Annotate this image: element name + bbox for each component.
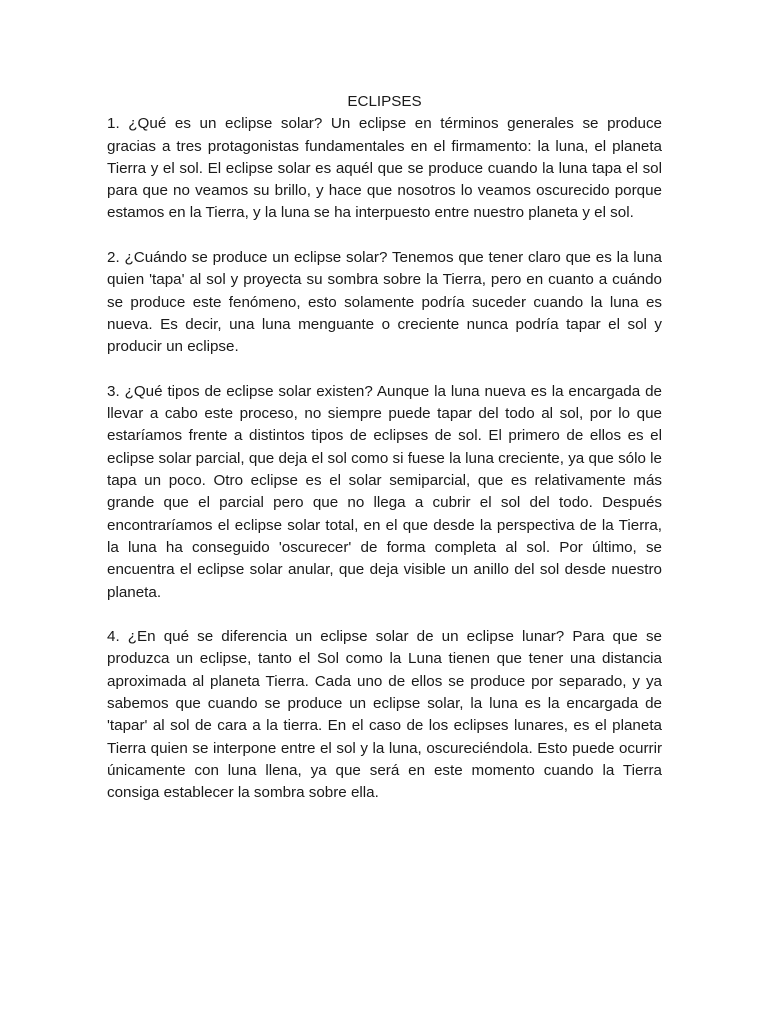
paragraph-4: 4. ¿En qué se diferencia un eclipse solar de un eclipse lunar? Para que se produzca un eclipse, tanto el Sol como la Luna tienen que tener una distancia aproximada al planeta Tierra. Cada uno de ellos se produce por separado, y ya sabemos que cuando se produce un eclipse solar, la luna es la encargada de 'tapar' al sol de cara a la tierra. En el caso de los eclipses lunares, es el planeta Tierra quien se interpone entre el sol y la luna, oscureciéndola. Esto puede ocurrir únicamente con luna llena, ya que será en este momento cuando la Tierra consiga establecer la sombra sobre ella.	[107, 628, 662, 802]
paragraph-2: 2. ¿Cuándo se produce un eclipse solar? Tenemos que tener claro que es la luna quien 'tapa' al sol y proyecta su sombra sobre la Tierra, pero en cuanto a cuándo se produce este fenómeno, esto solamente podría suceder cuando la luna es nueva. Es decir, una luna menguante o creciente nunca podría tapar el sol y producir un eclipse.	[107, 249, 662, 356]
document-title: ECLIPSES	[347, 93, 422, 110]
document-body	[107, 91, 662, 805]
paragraph-1: 1. ¿Qué es un eclipse solar? Un eclipse en términos generales se produce gracias a tres protagonistas fundamentales en el firmamento: la luna, el planeta Tierra y el sol. El eclipse solar es aquél que se produce cuando la luna tapa el sol para que no veamos su brillo, y hace que nosotros lo veamos oscurecido porque estamos en la Tierra, y la luna se ha interpuesto entre nuestro planeta y el sol.	[107, 115, 662, 222]
paragraph-3: 3. ¿Qué tipos de eclipse solar existen? Aunque la luna nueva es la encargada de llevar a cabo este proceso, no siempre puede tapar del todo al sol, por lo que estaríamos frente a distintos tipos de eclipses de sol. El primero de ellos es el eclipse solar parcial, que deja el sol como si fuese la luna creciente, ya que sólo le tapa un poco. Otro eclipse es el solar semiparcial, que es relativamente más grande que el parcial pero que no llega a cubrir el sol del todo. Después encontraríamos el eclipse solar total, en el que desde la perspectiva de la Tierra, la luna ha conseguido 'oscurecer' de forma completa al sol. Por último, se encuentra el eclipse solar anular, que deja visible un anillo del sol desde nuestro planeta.	[107, 382, 662, 601]
